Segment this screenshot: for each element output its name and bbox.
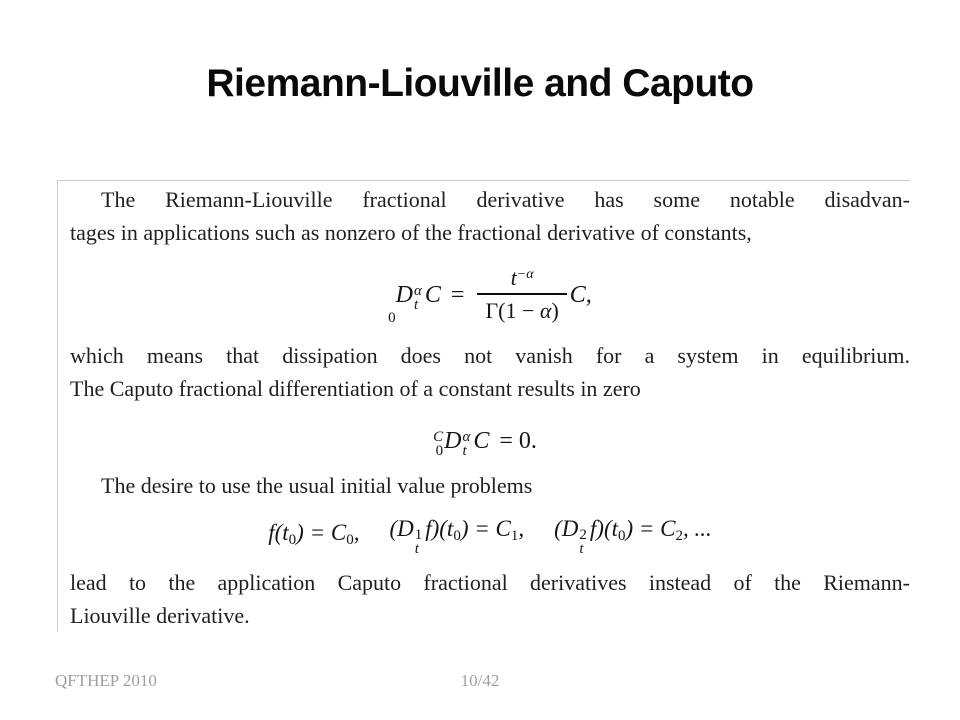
- paragraph-dissipation: [70, 339, 910, 405]
- paragraph-initial-value: [70, 469, 910, 502]
- text-line: tages in applications such as nonzero of the fractional derivative of constants,: [70, 220, 752, 245]
- text-line: lead to the application Caputo fractional derivatives instead of the Riemann-: [70, 570, 910, 595]
- slide-title: Riemann-Liouville and Caputo: [206, 62, 754, 105]
- prescript-stack: C 0: [433, 429, 444, 459]
- superscript-subscript-stack: 2 t: [579, 526, 587, 557]
- superscript-subscript-stack: 1 t: [414, 526, 423, 557]
- condition-term-2: (D 1 t f)(t0) = C1,: [389, 515, 525, 557]
- operator-D: D: [444, 427, 462, 454]
- text-line: The Caputo fractional differentiation of a constant results in zero: [70, 376, 641, 401]
- text-line: The desire to use the usual initial value problems: [101, 473, 533, 498]
- equation-tail: C,: [569, 281, 592, 308]
- operator-D: D: [395, 281, 414, 308]
- equation-initial-conditions: [70, 514, 910, 557]
- equals-sign: =: [450, 281, 465, 308]
- condition-term-1: f(t0) = C0,: [268, 519, 360, 548]
- equation-caputo-derivative-zero: [70, 419, 910, 463]
- fraction-numerator: $t^{-\alpha}$: [510, 264, 534, 290]
- content-panel: [57, 180, 910, 632]
- footer-page-number: 10/42: [460, 671, 500, 690]
- text-line: The Riemann-Liouville fractional derivative has some notable disadvan-: [101, 187, 910, 212]
- footer-conference-label: QFTHEP 2010: [55, 671, 157, 690]
- superscript-subscript-stack: α t: [414, 283, 422, 313]
- operand: C: [424, 281, 441, 308]
- fraction: [477, 263, 566, 324]
- operand: C: [473, 427, 490, 454]
- equals-zero: = 0.: [499, 427, 537, 454]
- prescript-sub: 0: [388, 310, 396, 326]
- fraction-denominator: Γ(1 − α): [485, 297, 559, 323]
- superscript-subscript-stack: α t: [462, 429, 471, 459]
- paragraph-conclusion: [70, 566, 910, 632]
- equation-riemann-liouville-derivative: [70, 259, 910, 331]
- text-line: which means that dissipation does not vanish for a system in equilibrium.: [70, 343, 910, 368]
- text-line: Liouville derivative.: [70, 603, 250, 628]
- paragraph-intro: [70, 183, 910, 249]
- condition-term-3: (D 2 t f)(t0) = C2, ...: [554, 515, 712, 557]
